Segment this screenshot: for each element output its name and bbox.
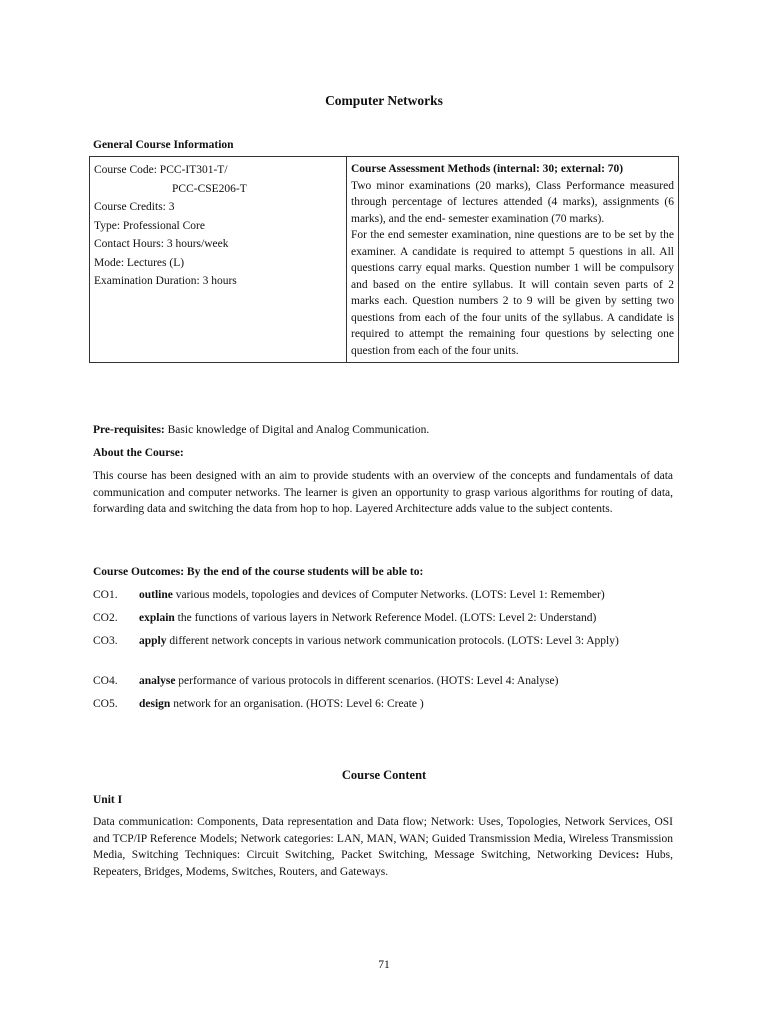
outcome-text: [139, 610, 673, 627]
unit1-colon: :: [635, 849, 640, 861]
page-title: Computer Networks: [325, 93, 443, 108]
prerequisites: [93, 422, 673, 439]
outcome-id: CO1.: [93, 589, 118, 601]
outcomes-heading: Course Outcomes: By the end of the course students will be able to:: [93, 566, 424, 578]
outcome-id: CO4.: [93, 675, 118, 687]
unit1-text-a: Data communication: Components, Data representation and Data flow; Network: Uses, Topologies, Network Services, OSI and TCP/IP Reference Models; Network categories: LAN, MAN, WAN; Guided Transmission Media, Wireless Transmission Media, Switching Techniques: Circuit Switching, Packet Switching, Message Switching, Networking Devices: [93, 816, 673, 861]
outcome-desc: network for an organisation. (HOTS: Level 6: Create ): [170, 698, 424, 710]
course-type: Type: Professional Core: [94, 219, 205, 232]
outcome-text: [139, 696, 673, 713]
assessment-para1: Two minor examinations (20 marks), Class Performance measured through percentage of lectures attended (4 marks), assignments (6 marks), and the end- semester examination (70 marks).: [351, 179, 674, 225]
outcome-desc: the functions of various layers in Network Reference Model. (LOTS: Level 2: Understand): [174, 612, 597, 624]
about-text: This course has been designed with an aim to provide students with an overview of the concepts and fundamentals of data communication and computer networks. The learner is given an opportunity to grasp various algorithms for routing of data, forwarding data and switching the data from hop to hop. Layered Architecture adds value to the subject contents.: [93, 470, 673, 515]
outcome-id: CO5.: [93, 698, 118, 710]
unit1-text-b: Hubs, Repeaters, Bridges, Modems, Switches, Routers, and Gateways.: [93, 849, 674, 878]
outcome-text: [139, 587, 673, 604]
outcome-id: CO2.: [93, 612, 118, 624]
outcome-text: [139, 633, 673, 650]
prerequisites-label: Pre-requisites:: [93, 424, 165, 436]
prerequisites-text: Basic knowledge of Digital and Analog Communication.: [164, 424, 430, 436]
general-info-heading: General Course Information: [93, 139, 234, 151]
unit1-text: [93, 814, 673, 880]
outcome-verb: explain: [139, 612, 175, 624]
course-info-cell: [90, 157, 347, 363]
assessment-para2: For the end semester examination, nine questions are to be set by the examiner. A candidate is required to attempt 5 questions in all. All questions carry equal marks. Question number 1 will be compulsory and based on the entire syllabus. It will contain seven parts of 2 marks each. Question numbers 2 to 9 will be given by setting two questions from each of the four units of the syllabus. A candidate is required to attempt the remaining four questions by selecting one question from each of the four units.: [351, 229, 674, 357]
about-heading: About the Course:: [93, 447, 184, 459]
assessment-heading: Course Assessment Methods (internal: 30; external: 70): [351, 163, 624, 175]
page-number: 71: [378, 959, 390, 971]
exam-duration: Examination Duration: 3 hours: [94, 275, 237, 287]
course-code-line2: PCC-CSE206-T: [172, 182, 247, 195]
outcome-verb: design: [139, 698, 171, 710]
course-mode: Mode: Lectures (L): [94, 256, 185, 269]
assessment-cell: [347, 157, 679, 363]
outcome-verb: analyse: [139, 675, 176, 687]
course-credits: Course Credits: 3: [94, 201, 175, 213]
contact-hours: Contact Hours: 3 hours/week: [94, 238, 229, 250]
outcome-desc: various models, topologies and devices of Computer Networks. (LOTS: Level 1: Remember): [172, 589, 605, 601]
outcome-verb: apply: [139, 635, 167, 647]
outcome-text: [139, 673, 673, 690]
outcome-desc: different network concepts in various network communication protocols. (LOTS: Level 3: Apply): [166, 635, 619, 647]
outcome-desc: performance of various protocols in different scenarios. (HOTS: Level 4: Analyse): [175, 675, 559, 687]
course-info-table: [89, 156, 679, 363]
course-content-heading: Course Content: [341, 768, 427, 782]
unit1-heading: Unit I: [93, 794, 123, 806]
outcome-verb: outline: [139, 589, 173, 601]
course-code-line1: Course Code: PCC-IT301-T/: [94, 164, 228, 176]
outcome-id: CO3.: [93, 635, 118, 647]
